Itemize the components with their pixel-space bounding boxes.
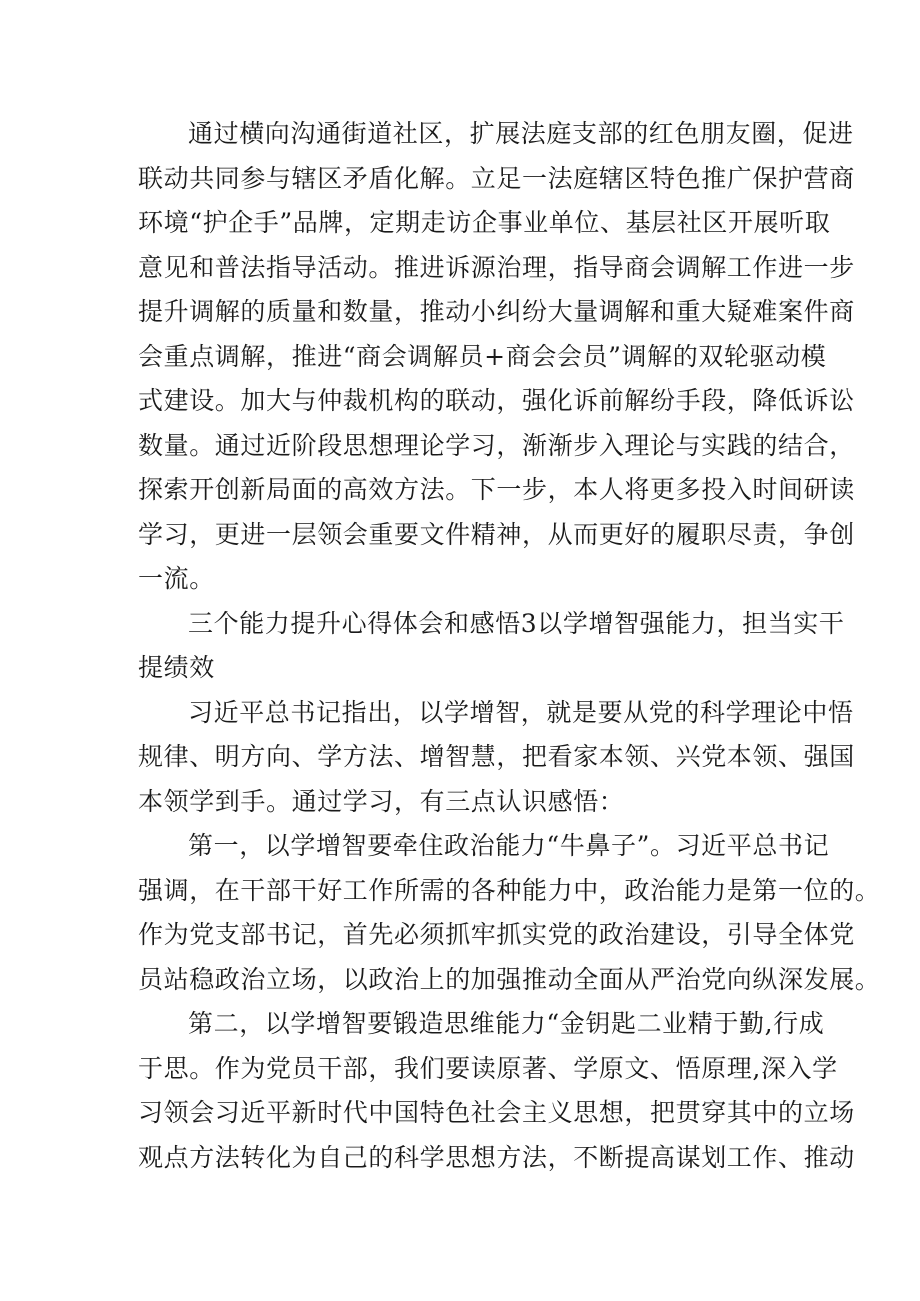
- section-heading-line: 提绩效: [138, 653, 215, 682]
- text-line: 强调，在干部干好工作所需的各种能力中，政治能力是第一位的。: [138, 875, 881, 905]
- text-line: 一流。: [138, 564, 215, 593]
- text-line: 员站稳政治立场，以政治上的加强推动全面从严治党向纵深发展。: [138, 964, 881, 994]
- text-line: 式建设。加大与仲裁机构的联动，强化诉前解纷手段，降低诉讼: [138, 386, 855, 415]
- text-line: 第二，以学增智要锻造思维能力“金钥匙二业精于勤,行成: [188, 1009, 825, 1038]
- text-line: 学习，更进一层领会重要文件精神，从而更好的履职尽责，争创: [138, 519, 855, 549]
- text-line: 作为党支部书记，首先必须抓牢抓实党的政治建设，引导全体党: [138, 920, 855, 949]
- text-line: 本领学到手。通过学习，有三点认识感悟：: [138, 786, 625, 816]
- text-line: 通过横向沟通街道社区，扩展法庭支部的红色朋友圈，促进: [188, 119, 854, 148]
- text-line: 数量。通过近阶段思想理论学习，渐渐步入理论与实践的结合，: [138, 430, 855, 460]
- text-line: 提升调解的质量和数量，推动小纠纷大量调解和重大疑难案件商: [138, 297, 855, 326]
- text-line: 会重点调解，推进“商会调解员+商会会员”调解的双轮驱动模: [138, 341, 827, 371]
- text-line: 环境“护企手”品牌，定期走访企事业单位、基层社区开展听取: [138, 208, 831, 237]
- text-line: 观点方法转化为自己的科学思想方法，不断提高谋划工作、推动: [138, 1142, 855, 1172]
- text-line: 于思。作为党员干部，我们要读原著、学原文、悟原理,深入学: [138, 1053, 838, 1083]
- text-line: 联动共同参与辖区矛盾化解。立足一法庭辖区特色推广保护营商: [138, 163, 855, 193]
- text-line: 习领会习近平新时代中国特色社会主义思想，把贯穿其中的立场: [138, 1098, 855, 1127]
- text-line: 习近平总书记指出，以学增智，就是要从党的科学理论中悟: [188, 697, 854, 727]
- document-body: [138, 112, 881, 1180]
- section-heading-line: 三个能力提升心得体会和感悟3以学增智强能力，担当实干: [188, 608, 845, 638]
- text-line: 规律、明方向、学方法、增智慧，把看家本领、兴党本领、强国: [138, 742, 855, 771]
- text-line: 探索开创新局面的高效方法。下一步，本人将更多投入时间研读: [138, 475, 855, 504]
- text-line: 第一，以学增智要牵住政治能力“牛鼻子”。习近平总书记: [188, 831, 830, 860]
- text-line: 意见和普法指导活动。推进诉源治理，指导商会调解工作进一步: [138, 252, 855, 282]
